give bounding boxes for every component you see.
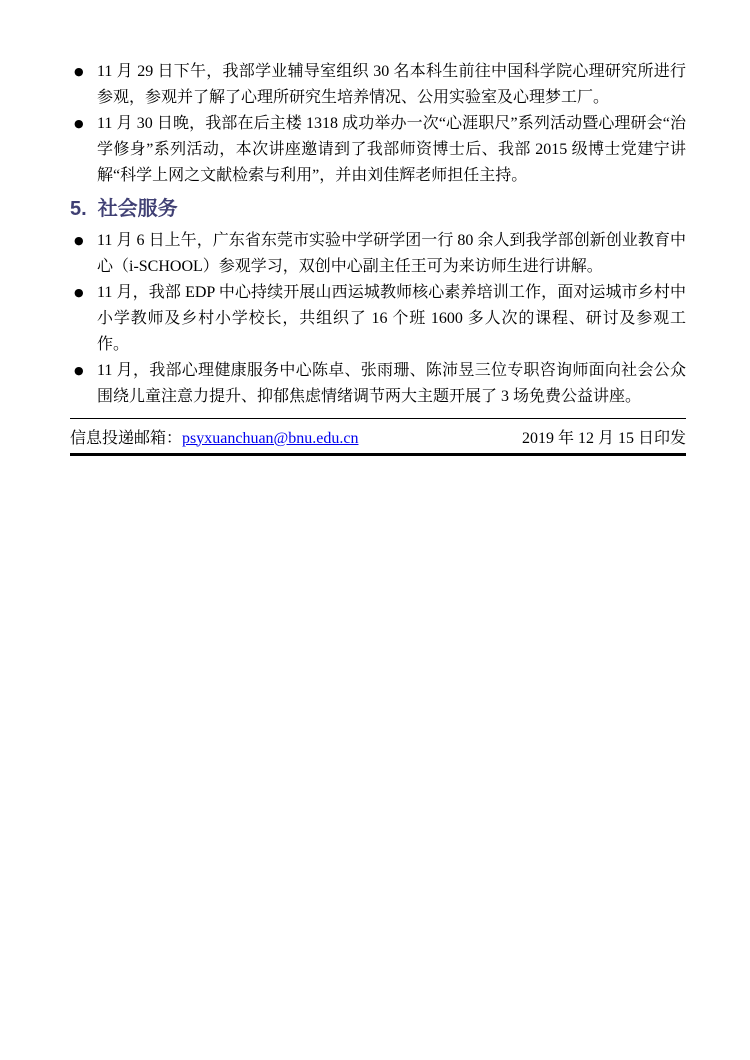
- event-text: 11 月 6 日上午，广东省东莞市实验中学研学团一行 80 余人到我学部创新创业教育中心（i-SCHOOL）参观学习，双创中心副主任王可为来访师生进行讲解。: [97, 232, 686, 275]
- footer-mailbox: [70, 425, 358, 448]
- list-item: [70, 228, 686, 280]
- events-list-top: [70, 59, 686, 189]
- bullet-icon: ●: [74, 117, 84, 130]
- list-item: [70, 59, 686, 111]
- event-text: 11 月 30 日晚，我部在后主楼 1318 成功举办一次“心涯职尺”系列活动暨心理研会“治学修身”系列活动，本次讲座邀请到了我部师资博士后、我部 2015 级博士党建宁讲解“科学上网之文献检索与利用”，并由刘佳辉老师担任主持。: [97, 115, 686, 184]
- mailbox-label: 信息投递邮箱：: [70, 429, 183, 447]
- print-date: 2019 年 12 月 15 日印发: [521, 429, 686, 447]
- event-text: 11 月，我部 EDP 中心持续开展山西运城教师核心素养培训工作，面对运城市乡村中小学教师及乡村小学校长，共组织了 16 个班 1600 多人次的课程、研讨及参观工作。: [97, 284, 686, 353]
- list-item: [70, 111, 686, 189]
- page-footer: [70, 418, 686, 456]
- section-number: 5.: [70, 198, 87, 220]
- bullet-icon: ●: [74, 65, 84, 78]
- section-title: 社会服务: [97, 198, 178, 220]
- list-item: [70, 358, 686, 410]
- bullet-icon: ●: [74, 286, 84, 299]
- event-text: 11 月 29 日下午，我部学业辅导室组织 30 名本科生前往中国科学院心理研究所进行参观，参观并了解了心理所研究生培养情况、公用实验室及心理梦工厂。: [97, 63, 686, 106]
- events-list-social: [70, 228, 686, 410]
- bullet-icon: ●: [74, 234, 84, 247]
- email-link[interactable]: psyxuanchuan@bnu.edu.cn: [182, 429, 359, 447]
- event-text: 11 月，我部心理健康服务中心陈卓、张雨珊、陈沛昱三位专职咨询师面向社会公众围绕儿童注意力提升、抑郁焦虑情绪调节两大主题开展了 3 场免费公益讲座。: [97, 362, 686, 405]
- bullet-icon: ●: [74, 364, 84, 377]
- section-heading: [70, 195, 686, 223]
- footer-row: [70, 419, 686, 453]
- list-item: [70, 280, 686, 358]
- page-content: [70, 59, 686, 456]
